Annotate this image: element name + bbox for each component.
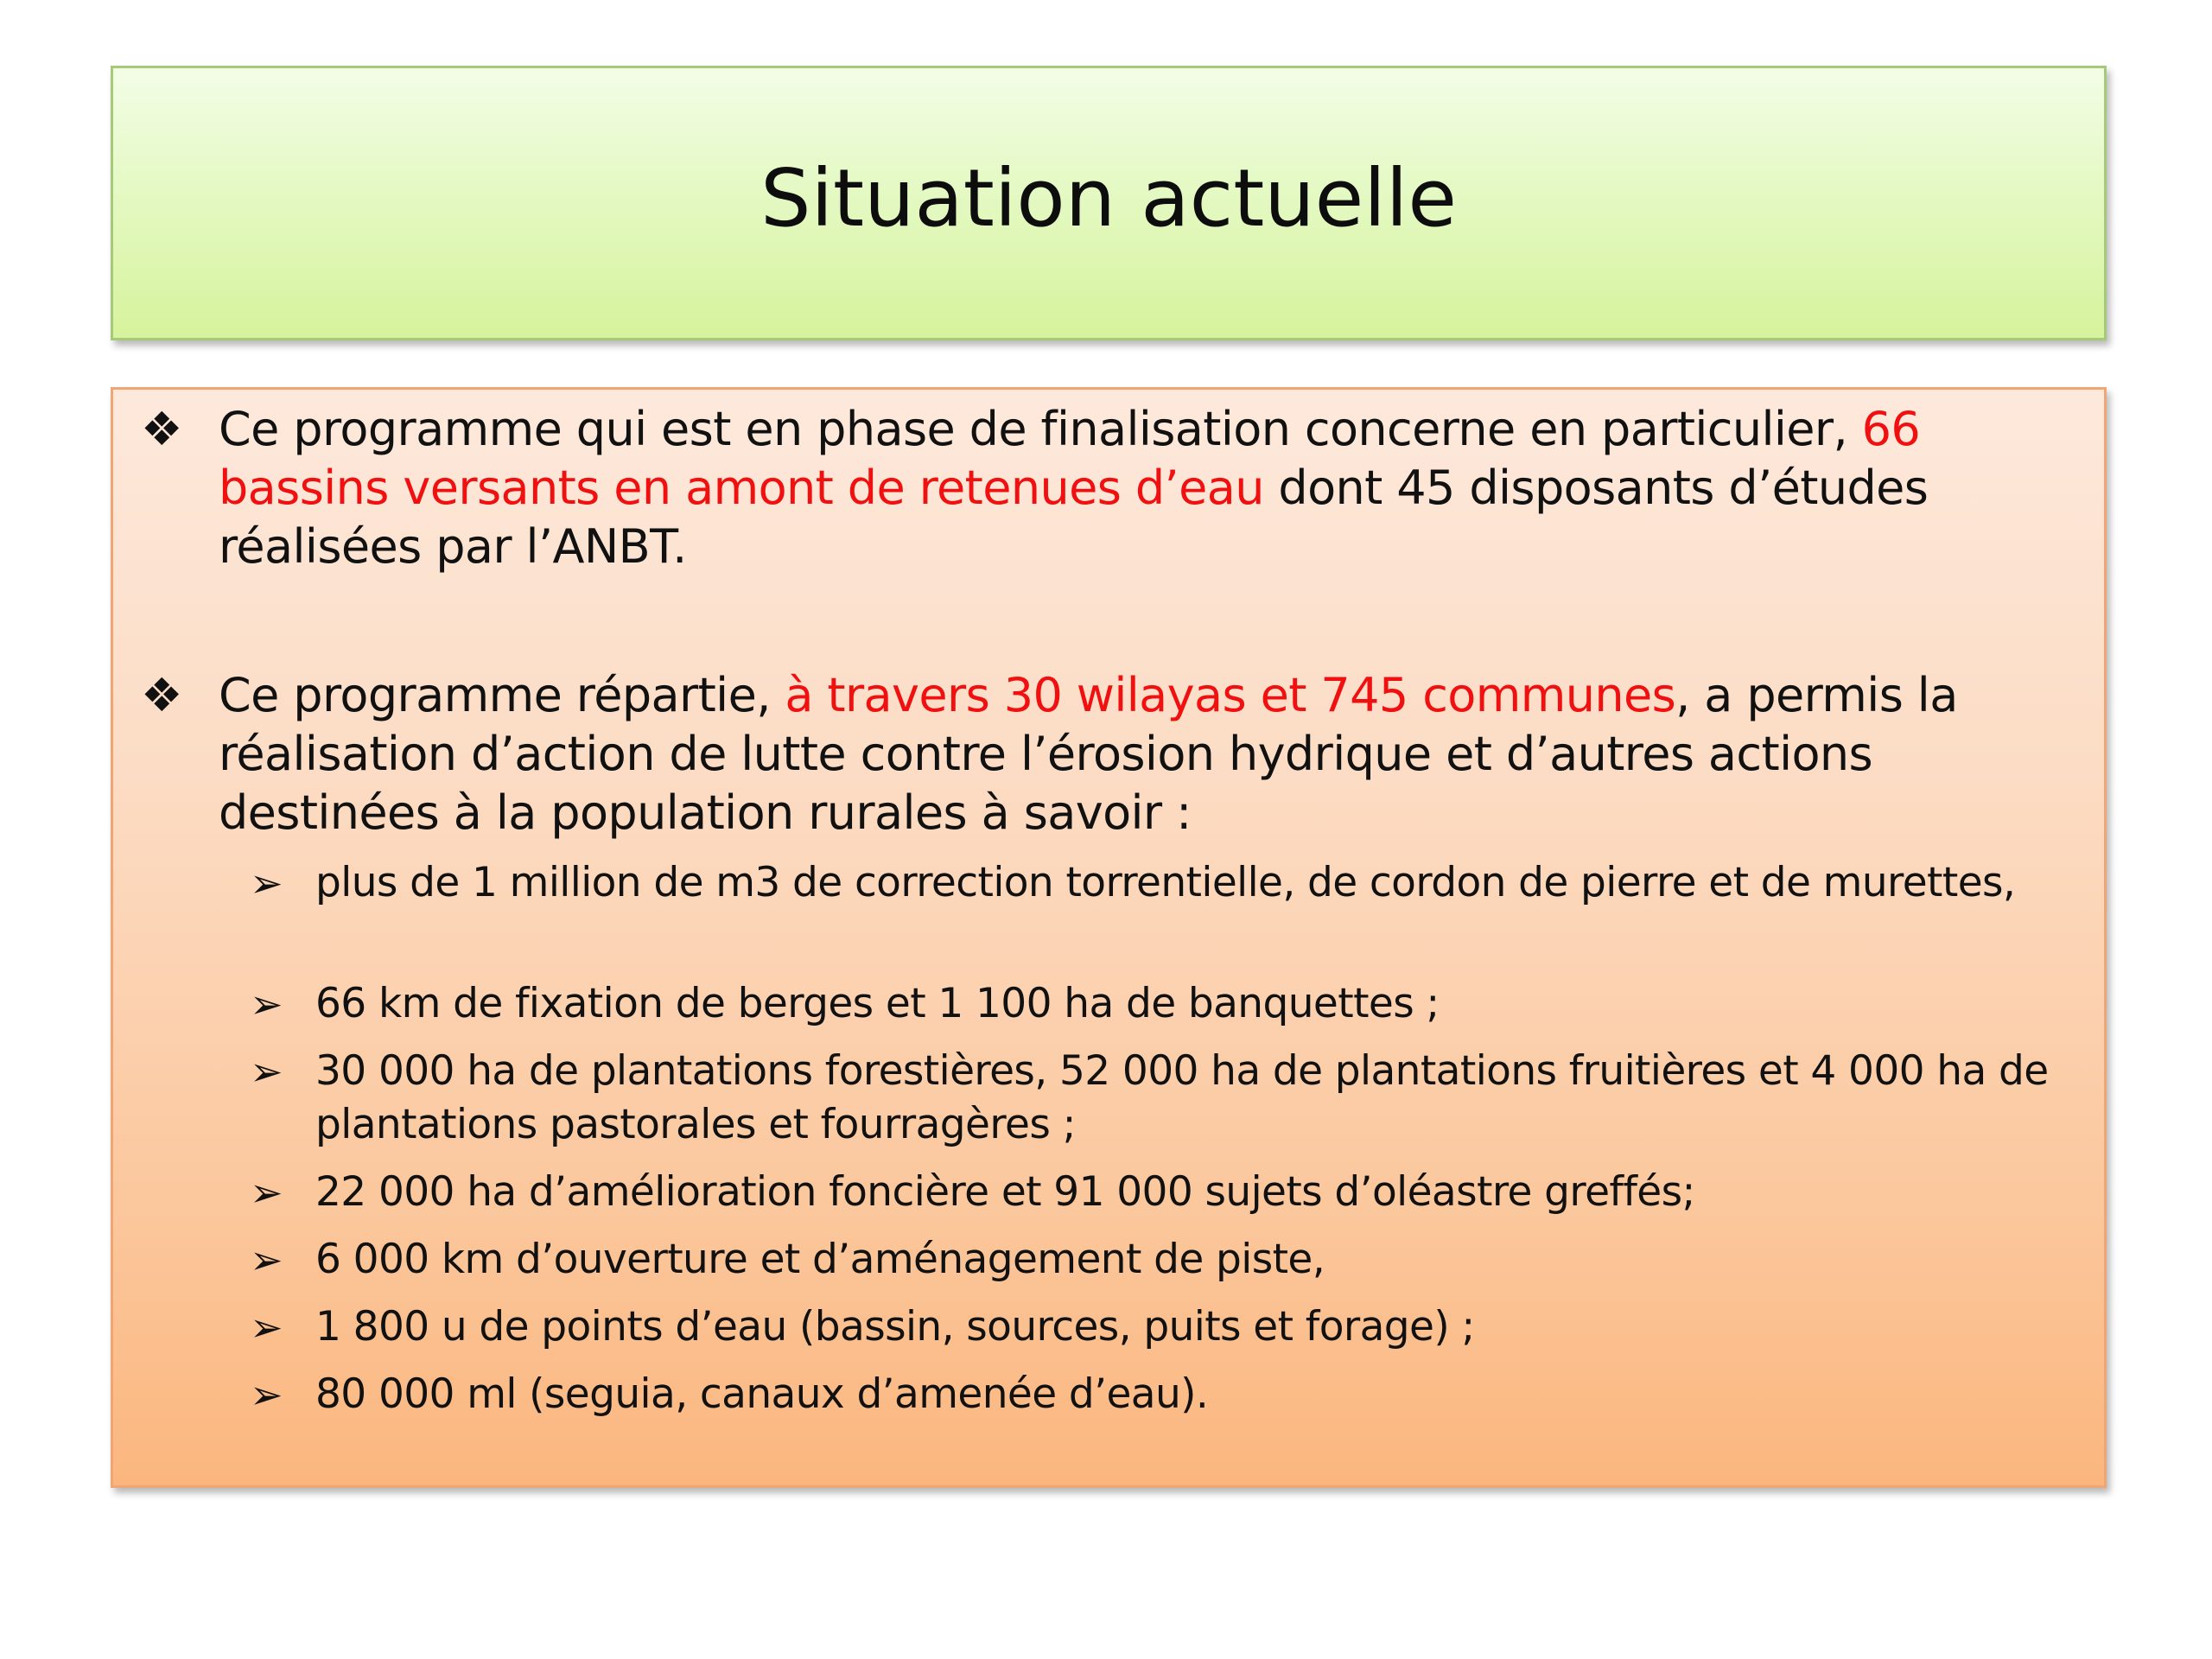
bullet-2-highlight: à travers 30 wilayas et 745 communes: [785, 668, 1676, 722]
bullet-2-text-end: , a permis la réalisation d’action de lutte contre l’érosion hydrique et d’autres actions destinées à la population rurales à savoir :: [219, 668, 1958, 840]
content-box: [111, 387, 2107, 1488]
list-item-text: 66 km de fixation de berges et 1 100 ha de banquettes ;: [315, 980, 1440, 1027]
arrow-bullet-icon: ➢: [250, 1169, 283, 1216]
title-box: [111, 66, 2107, 340]
diamond-bullet-icon: ❖: [141, 402, 183, 456]
arrow-bullet-icon: ➢: [250, 1304, 283, 1351]
list-item-text: 6 000 km d’ouverture et d’aménagement de piste,: [315, 1236, 1325, 1283]
list-item-text: 1 800 u de points d’eau (bassin, sources, puits et forage) ;: [315, 1303, 1475, 1351]
bullet-1-text: [219, 400, 2085, 576]
arrow-bullet-icon: ➢: [250, 860, 283, 906]
list-item-text: 80 000 ml (seguia, canaux d’amenée d’eau).: [315, 1370, 1209, 1418]
arrow-bullet-icon: ➢: [250, 1371, 283, 1418]
bullet-1-highlight: 66 bassins versants en amont de retenues d’eau: [219, 402, 1921, 515]
bullet-2-text-start: Ce programme répartie,: [219, 668, 785, 722]
arrow-bullet-icon: ➢: [250, 981, 283, 1027]
arrow-bullet-icon: ➢: [250, 1236, 283, 1283]
bullet-1-text-end: dont 45 disposants d’études réalisées par l’ANBT.: [219, 461, 1929, 574]
slide-title: Situation actuelle: [760, 151, 1457, 245]
bullet-1-text-start: Ce programme qui est en phase de finalisation concerne en particulier,: [219, 402, 1862, 456]
list-item-text: plus de 1 million de m3 de correction torrentielle, de cordon de pierre et de murettes,: [315, 859, 2016, 906]
diamond-bullet-icon: ❖: [141, 668, 183, 722]
arrow-bullet-icon: ➢: [250, 1048, 283, 1095]
bullet-2-text: [219, 666, 2085, 842]
list-item-text: 22 000 ha d’amélioration foncière et 91 000 sujets d’oléastre greffés;: [315, 1168, 1695, 1216]
list-item-text: 30 000 ha de plantations forestières, 52 000 ha de plantations fruitières et 4 000 ha de plantations pastorales et fourragères ;: [315, 1047, 2049, 1148]
